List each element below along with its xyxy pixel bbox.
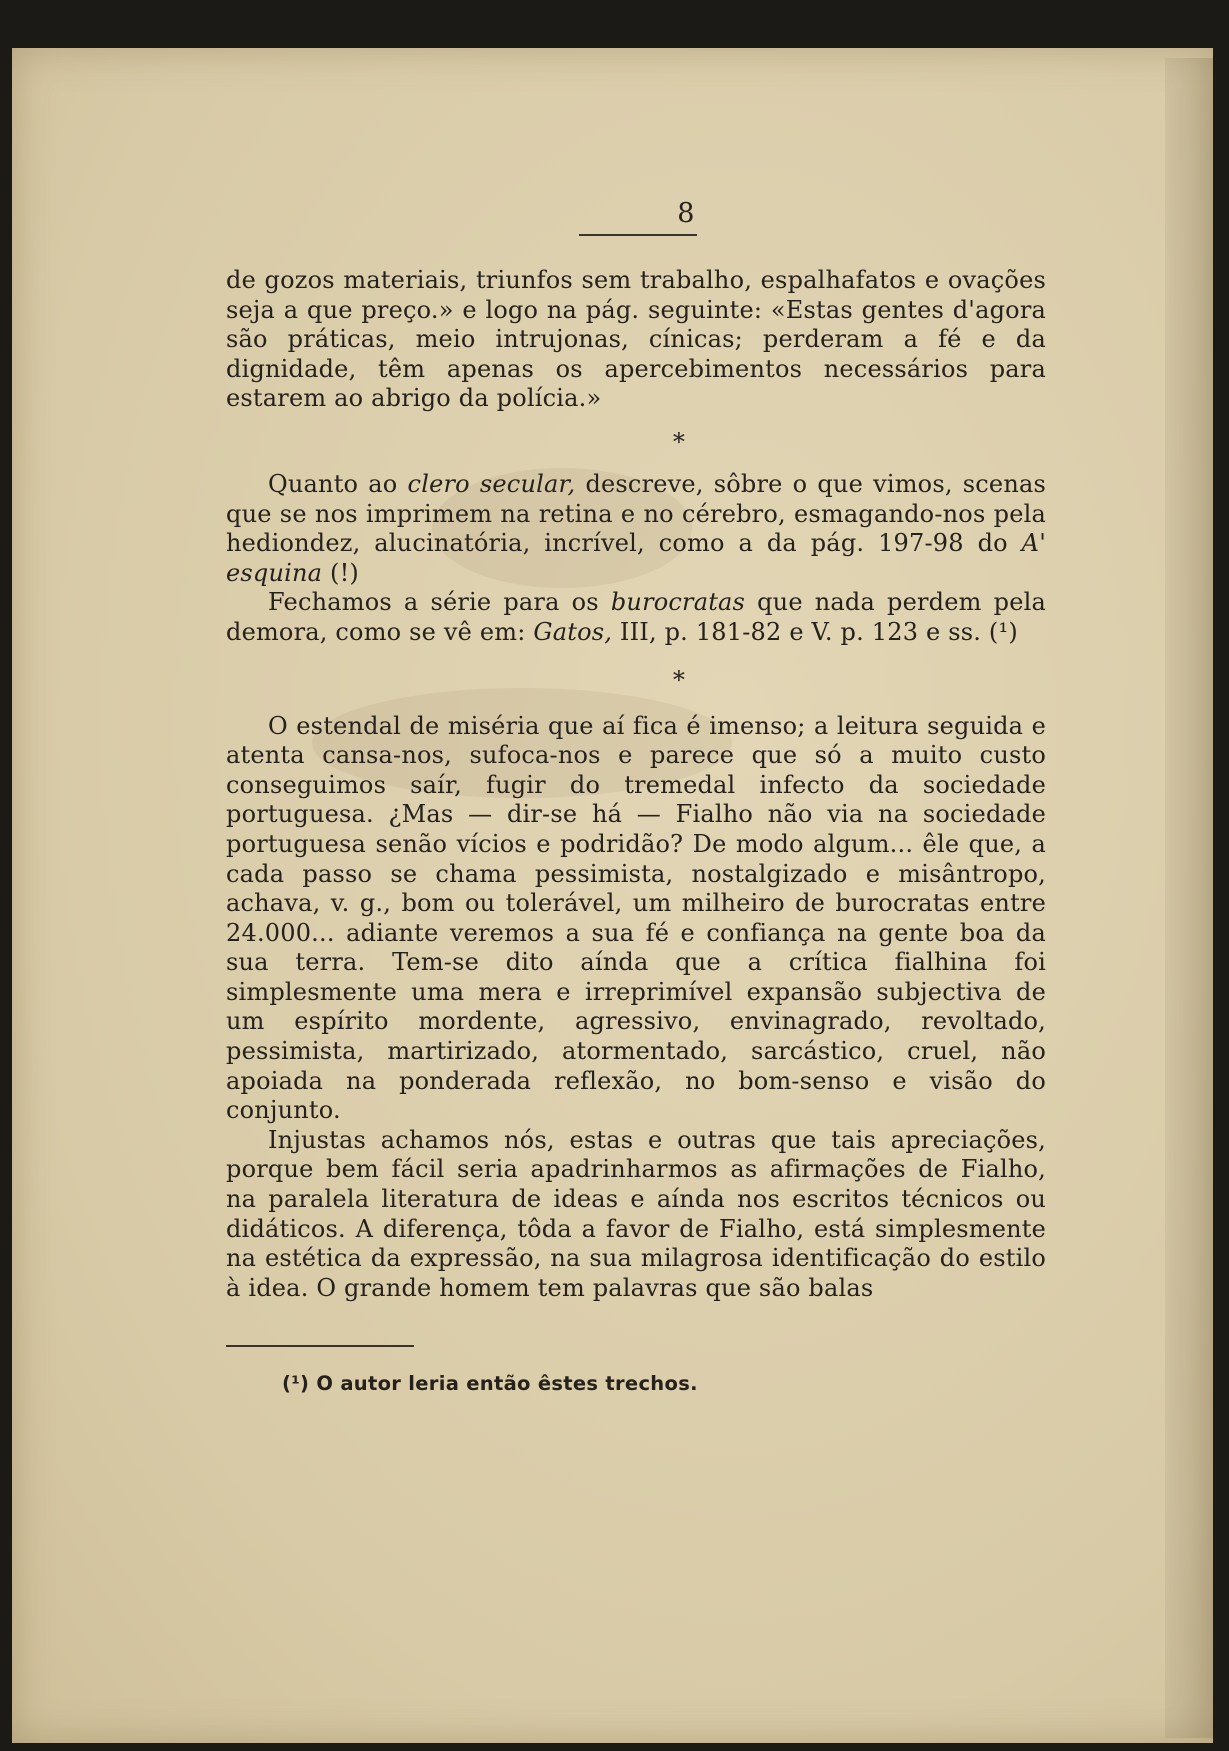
- section-star: *: [672, 427, 686, 456]
- paragraph-clero: Quanto ao clero secular, descreve, sôbre o que vimos, scenas que se nos imprimem na retina e no cérebro, esmagando-nos pela hediondez, alucinatória, incrível, como a da pág. 197-98 do A' esquina (!): [226, 469, 1047, 587]
- page-number: 8: [677, 198, 695, 229]
- book-page: [12, 48, 1213, 1743]
- italic-gatos: Gatos,: [533, 617, 613, 646]
- page-edge-shadow: [1165, 58, 1213, 1738]
- paragraph-injustas: Injustas achamos nós, estas e outras que tais apreciações, porque bem fácil seria apadrinharmos as afirmações de Fialho, na paralela literatura de ideas e aínda nos escritos técnicos ou didáticos. A diferença, tôda a favor de Fialho, está simplesmente na estética da expressão, na sua milagrosa identificação do estilo à idea. O grande homem tem palavras que são balas: [226, 1125, 1046, 1302]
- footnote-rule: [226, 1345, 414, 1347]
- footnote: (¹) O autor leria então êstes trechos.: [282, 1372, 698, 1396]
- paragraph-estendal: O estendal de miséria que aí fica é imenso; a leitura seguida e atenta cansa-nos, sufoca-nos e parece que só a muito custo conseguimos saír, fugir do tremedal infecto da sociedade portuguesa. ¿Mas — dir-se há — Fialho não via na sociedade portuguesa senão vícios e podridão? De modo algum... êle que, a cada passo se chama pessimista, nostalgizado e misântropo, achava, v. g., bom ou tolerável, um milheiro de burocratas entre 24.000... adiante veremos a sua fé e confiança na gente boa da sua terra. Tem-se dito aínda que a crítica fialhina foi simplesmente uma mera e irreprimível expansão subjectiva de um espírito mordente, agressivo, envinagrado, revoltado, pessimista, martirizado, atormentado, sarcástico, cruel, não apoiada na ponderada reflexão, no bom-senso e visão do conjunto.: [226, 711, 1046, 1125]
- paragraph-burocratas: Fechamos a série para os burocratas que nada perdem pela demora, como se vê em: Gatos, III, p. 181-82 e V. p. 123 e ss. (¹): [226, 588, 1046, 646]
- page-number-rule: [579, 234, 697, 236]
- paragraph-quote: de gozos materiais, triunfos sem trabalho, espalhafatos e ovações seja a que preço.» e logo na pág. seguinte: «Estas gentes d'agora são práticas, meio intrujonas, cínicas; perderam a fé e da dignidade, têm apenas os apercebimentos necessários para estarem ao abrigo da polícia.»: [226, 266, 1046, 413]
- page-text: [226, 194, 1046, 1399]
- italic-clero: clero secular,: [407, 469, 576, 498]
- section-star: *: [672, 665, 686, 694]
- italic-burocratas: burocratas: [610, 588, 746, 617]
- italic-esquina: A' esquina: [226, 529, 1046, 587]
